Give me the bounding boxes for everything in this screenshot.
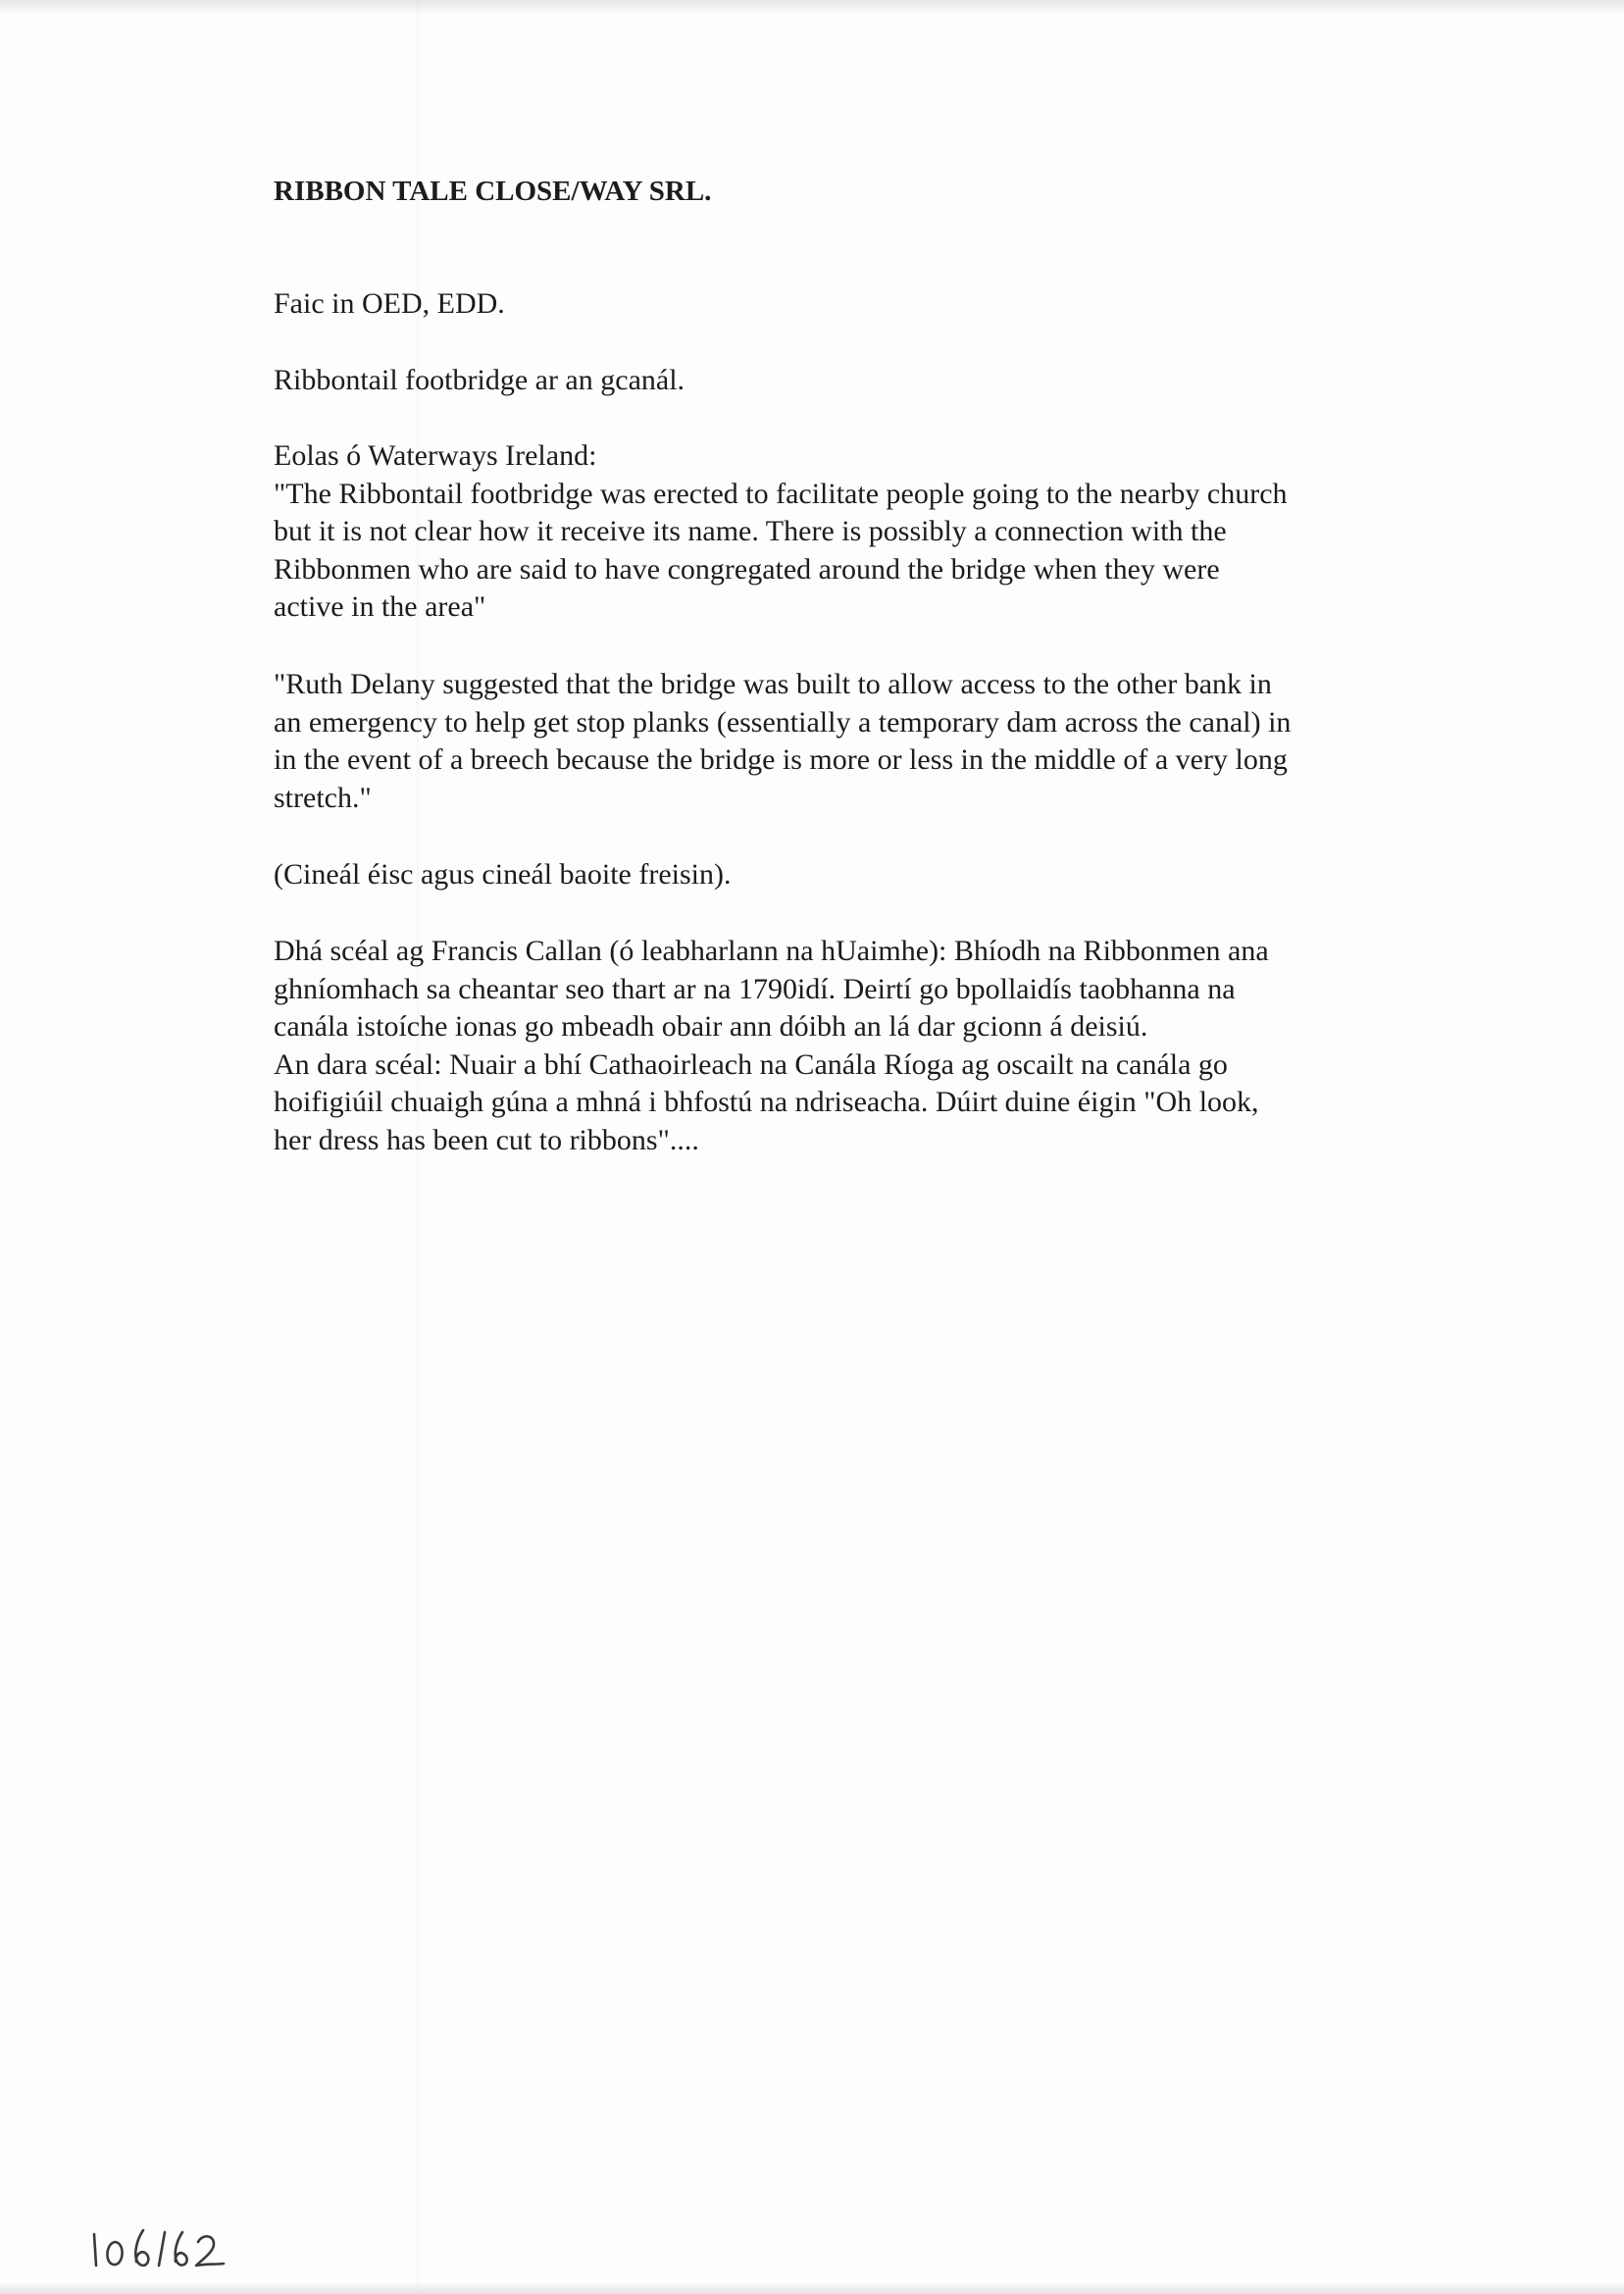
text-line: Dhá scéal ag Francis Callan (ó leabharlann na hUaimhe): Bhíodh na Ribbonmen ana (274, 935, 1269, 967)
text-line: An dara scéal: Nuair a bhí Cathaoirleach na Canála Ríoga ag oscailt na canála go (274, 1047, 1228, 1081)
text-line: in the event of a breech because the bridge is more or less in the middle of a very long (274, 743, 1288, 776)
text-line: but it is not clear how it receive its name. There is possibly a connection with the (274, 515, 1227, 547)
text-line: Ribbontail footbridge ar an gcanál. (274, 364, 685, 396)
text-line: "Ruth Delany suggested that the bridge was built to allow access to the other bank in (274, 668, 1272, 700)
text-line: Faic in OED, EDD. (274, 287, 505, 320)
text-line: active in the area" (274, 590, 486, 623)
text-line: Ribbonmen who are said to have congregated around the bridge when they were (274, 552, 1220, 586)
text-line: (Cineál éisc agus cineál baoite freisin). (274, 858, 732, 891)
handwritten-reference-number (86, 2220, 243, 2271)
paragraph-waterways-ireland-quote (274, 437, 1450, 627)
paragraph-oed-reference (274, 285, 1450, 324)
text-line: "The Ribbontail footbridge was erected to facilitate people going to the nearby church (274, 477, 1288, 510)
text-line: ghníomhach sa cheantar seo thart ar na 1790idí. Deirtí go bpollaidís taobhanna na (274, 972, 1236, 1005)
text-line: hoifigiúil chuaigh gúna a mhná i bhfostú na ndriseacha. Dúirt duine éigin "Oh look, (274, 1086, 1259, 1118)
scan-edge-top (0, 0, 1624, 14)
text-line: an emergency to help get stop planks (essentially a temporary dam across the canal) in (274, 705, 1292, 739)
document-heading: RIBBON TALE CLOSE/WAY SRL. (274, 176, 712, 207)
paragraph-francis-callan-stories (274, 933, 1450, 1159)
text-line: stretch." (274, 781, 372, 814)
scan-edge-bottom (0, 2282, 1624, 2294)
text-line: Eolas ó Waterways Ireland: (274, 439, 597, 472)
text-line: canála istoíche ionas go mbeadh obair ann dóibh an lá dar gcionn á deisiú. (274, 1010, 1148, 1043)
paragraph-footbridge (274, 362, 1450, 400)
paragraph-ruth-delany-quote (274, 666, 1450, 817)
paragraph-fish-bait-note (274, 856, 1450, 894)
text-line: her dress has been cut to ribbons".... (274, 1123, 699, 1156)
